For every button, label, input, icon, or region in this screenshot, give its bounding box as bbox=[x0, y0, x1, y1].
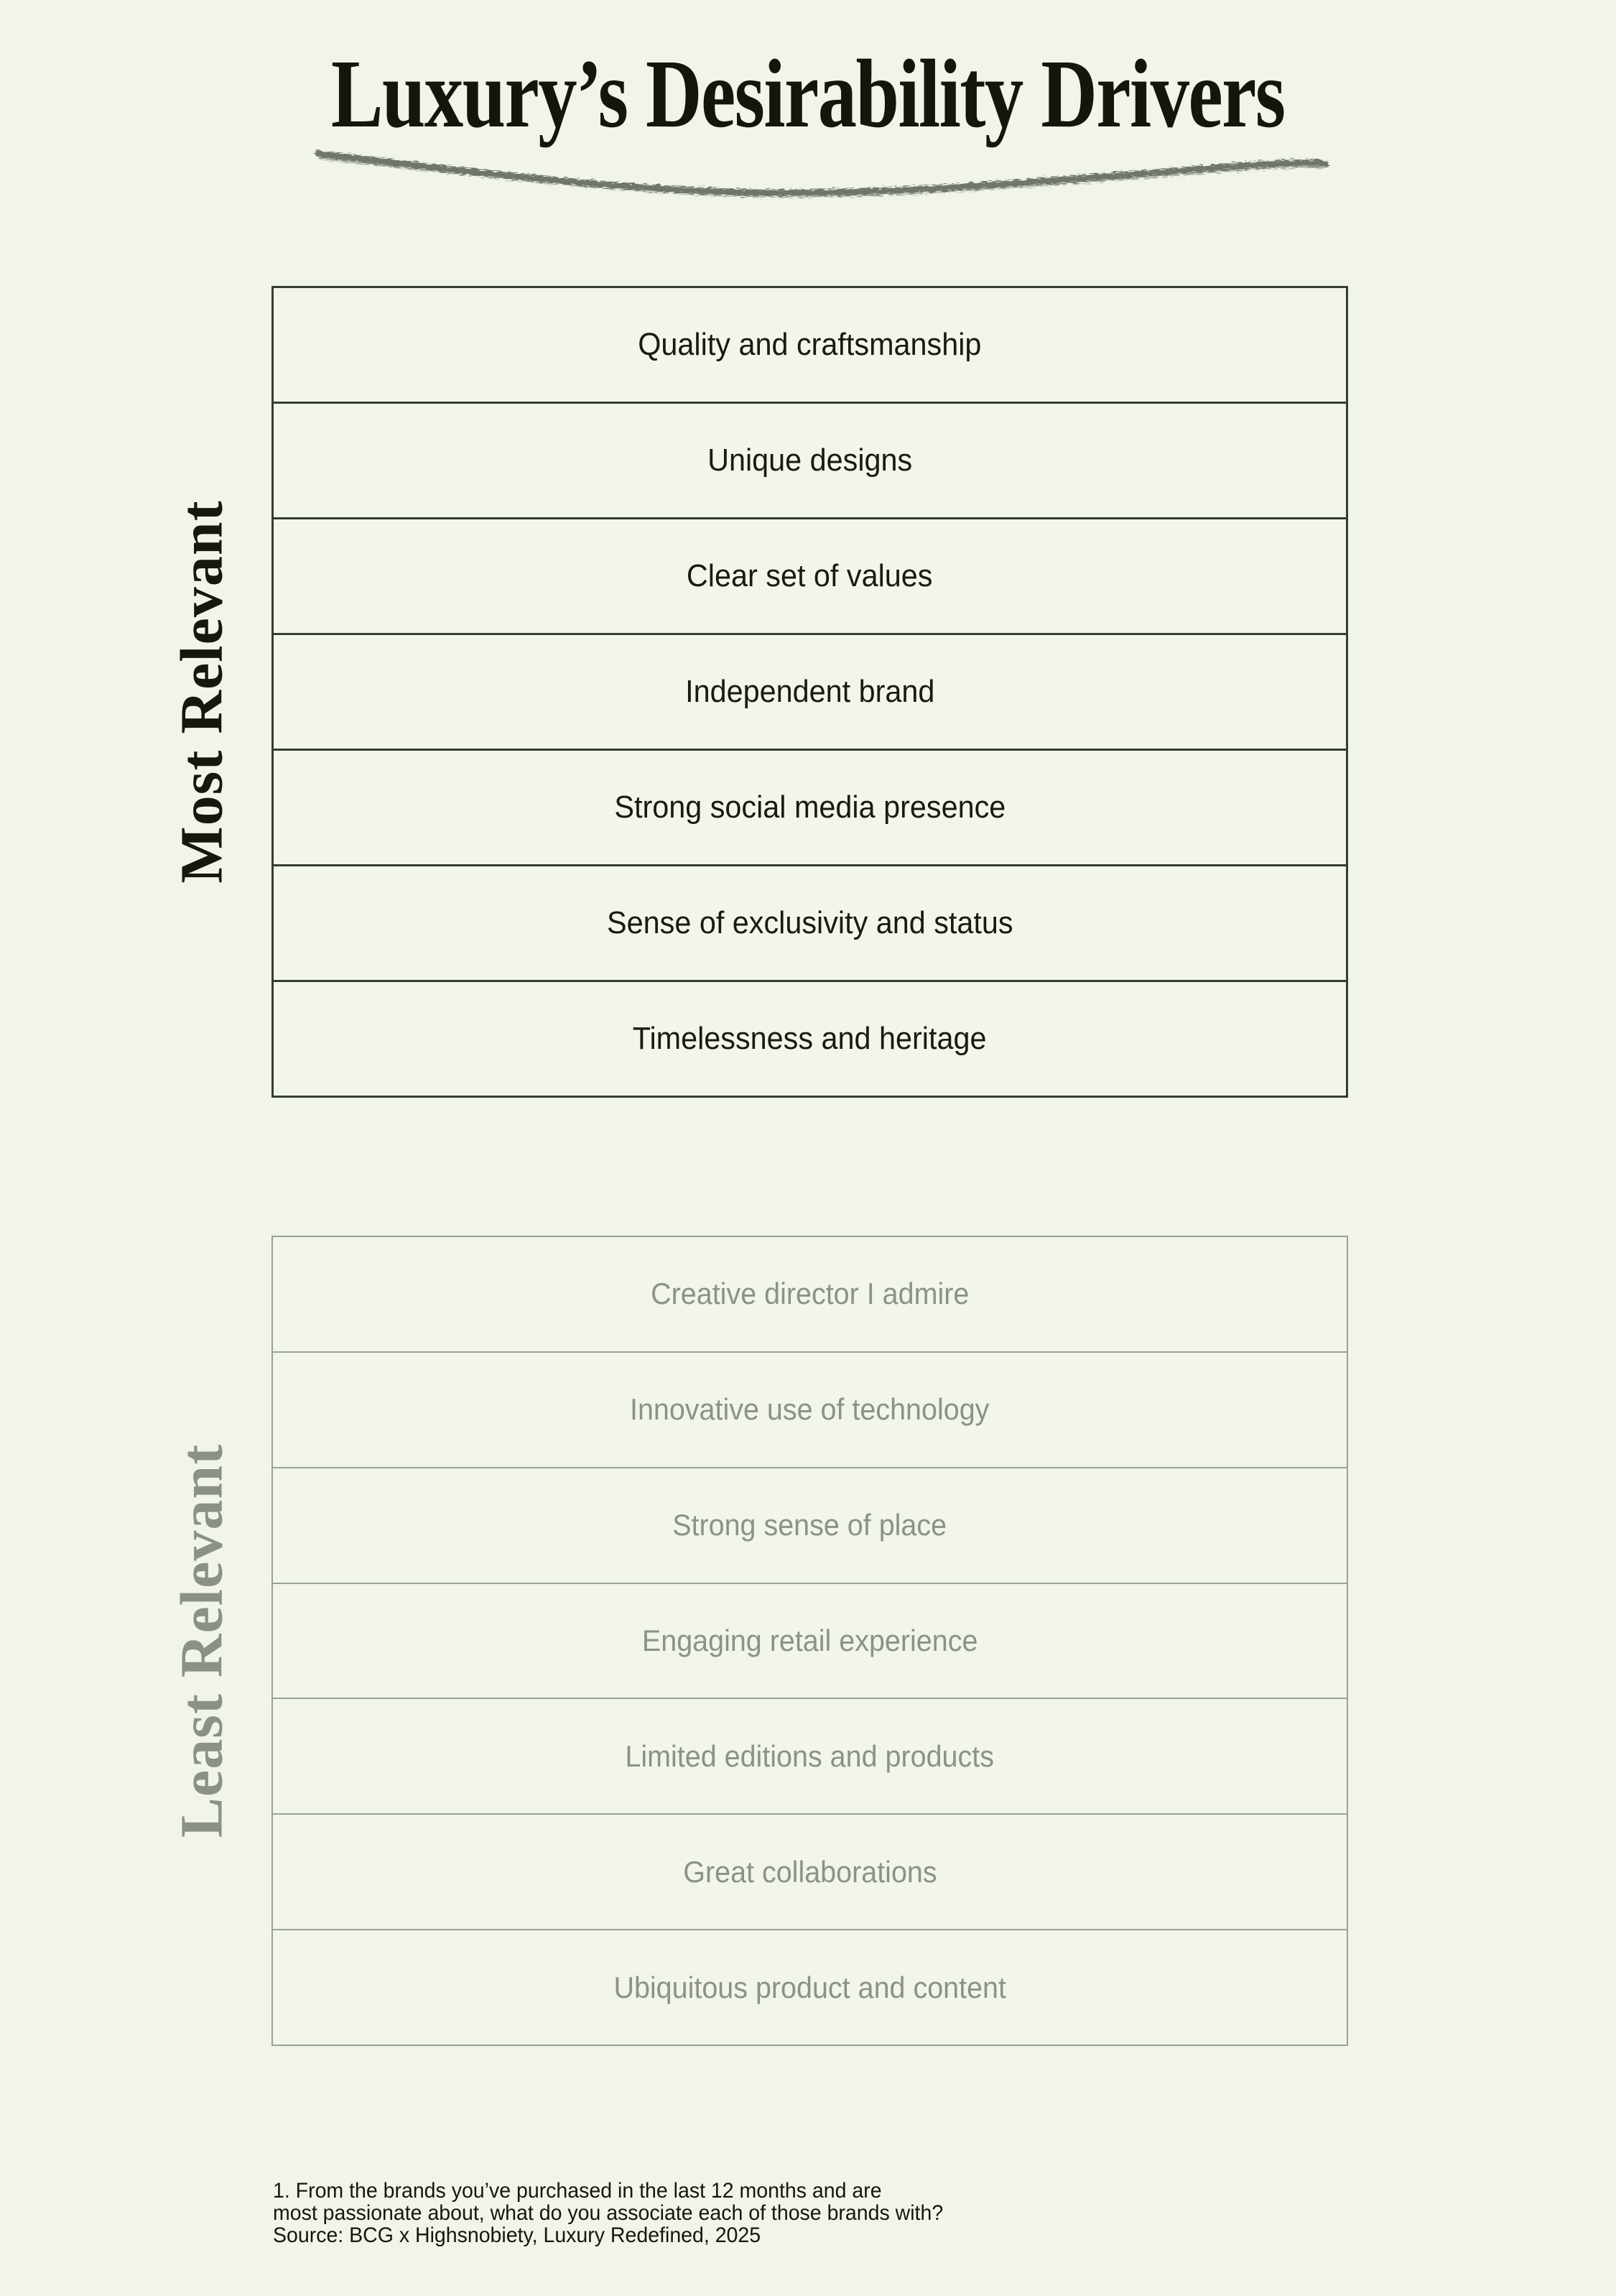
most-relevant-row bbox=[274, 402, 1346, 517]
row-label: Ubiquitous product and content bbox=[613, 1970, 1006, 2004]
row-label: Unique designs bbox=[707, 443, 913, 478]
row-label: Clear set of values bbox=[687, 558, 933, 593]
most-relevant-row bbox=[274, 749, 1346, 864]
page-title bbox=[0, 40, 1616, 148]
most-relevant-row bbox=[274, 288, 1346, 402]
row-label: Strong sense of place bbox=[672, 1508, 947, 1542]
most-relevant-row bbox=[274, 980, 1346, 1096]
row-label: Timelessness and heritage bbox=[633, 1021, 987, 1056]
most-relevant-row bbox=[274, 633, 1346, 749]
most-relevant-table bbox=[271, 286, 1348, 1098]
row-label: Great collaborations bbox=[682, 1854, 937, 1889]
row-label: Limited editions and products bbox=[625, 1739, 995, 1773]
least-relevant-row bbox=[273, 1929, 1347, 2045]
least-relevant-row bbox=[273, 1583, 1347, 1698]
row-label: Quality and craftsmanship bbox=[638, 327, 982, 362]
least-relevant-row bbox=[273, 1813, 1347, 1929]
row-label: Innovative use of technology bbox=[630, 1392, 990, 1427]
least-relevant-row bbox=[273, 1351, 1347, 1467]
least-relevant-row bbox=[273, 1698, 1347, 1813]
most-relevant-row bbox=[274, 517, 1346, 633]
footnote-line-1: 1. From the brands you’ve purchased in the last 12 months and are bbox=[273, 2179, 882, 2203]
most-relevant-row bbox=[274, 864, 1346, 980]
row-label: Strong social media presence bbox=[614, 790, 1006, 825]
row-label: Sense of exclusivity and status bbox=[606, 905, 1013, 940]
row-label: Creative director I admire bbox=[650, 1277, 970, 1311]
header bbox=[0, 40, 1616, 148]
least-relevant-row bbox=[273, 1467, 1347, 1583]
page-title-text: Luxury’s Desirability Drivers bbox=[331, 40, 1285, 148]
footnote-line-2: most passionate about, what do you associate each of those brands with? bbox=[273, 2201, 944, 2225]
footnote-source: Source: BCG x Highsnobiety, Luxury Redefined, 2025 bbox=[273, 2223, 761, 2247]
row-label: Engaging retail experience bbox=[641, 1624, 978, 1657]
least-relevant-row bbox=[273, 1237, 1347, 1351]
least-relevant-table bbox=[271, 1236, 1348, 2046]
title-underline-scribble-icon bbox=[309, 144, 1336, 208]
most-relevant-label: Most Relevant bbox=[168, 500, 236, 884]
footnote bbox=[273, 2180, 978, 2246]
least-relevant-label: Least Relevant bbox=[168, 1443, 236, 1838]
row-label: Independent brand bbox=[684, 674, 935, 709]
